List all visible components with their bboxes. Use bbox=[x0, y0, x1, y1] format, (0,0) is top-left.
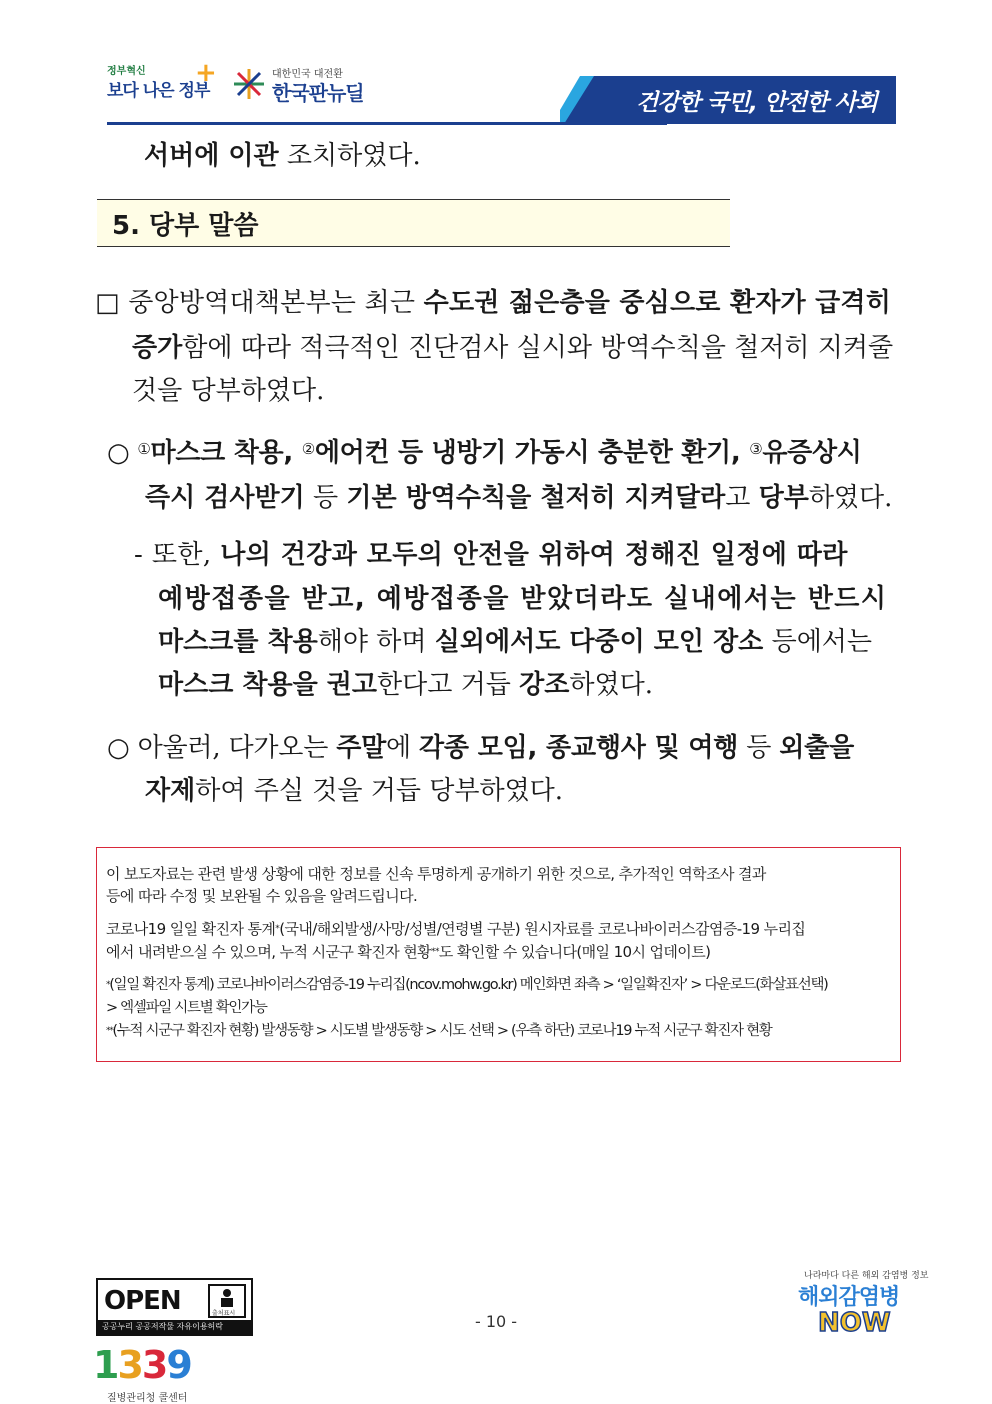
bold-text: 강조 bbox=[519, 670, 570, 700]
dash-bullet: - bbox=[134, 540, 144, 570]
notice-line-2: 등에 따라 수정 및 보완될 수 있음을 알려드립니다. bbox=[106, 887, 418, 905]
notice-line-4 bbox=[106, 942, 710, 962]
footnote-mark: ** bbox=[106, 1026, 113, 1036]
attribution-label: 출처표시 bbox=[212, 1310, 236, 1317]
logo-digit: 3 bbox=[141, 1343, 167, 1387]
logo-digit: 3 bbox=[117, 1343, 142, 1387]
open-license-caption: 공공누리 공공저작물 자유이용허락 bbox=[98, 1320, 251, 1334]
plain-text: (누적 시군구 확진자 현황) 발생동향 > 시도별 발생동향 > 시도 선택 > (우측 하단) 코로나19 누적 시군구 확진자 현황 bbox=[112, 1023, 772, 1039]
logo-now-text: NOW bbox=[818, 1308, 891, 1338]
logo-small-text: 나라마다 다른 해외 감염병 정보 bbox=[804, 1271, 929, 1281]
bold-text: 수도권 젊은층을 중심으로 환자가 급격히 bbox=[423, 288, 892, 318]
plain-text: 아울러, 다가오는 bbox=[137, 733, 337, 763]
paragraph-4-line-2 bbox=[145, 774, 563, 808]
plain-text: 하였다. bbox=[569, 670, 654, 700]
korean-new-deal-logo bbox=[232, 65, 362, 110]
plain-text: 조치하였다. bbox=[278, 141, 421, 171]
paragraph-1-line-1 bbox=[95, 286, 891, 320]
plain-text: 해야 하며 bbox=[317, 627, 435, 657]
plain-text: 코로나19 일일 확진자 통계 bbox=[106, 920, 276, 938]
paragraph-2-line-1 bbox=[107, 436, 862, 470]
page-number: - 10 - bbox=[474, 1312, 518, 1331]
star-burst-icon bbox=[232, 67, 266, 101]
plain-text: 함에 따라 적극적인 진단검사 실시와 방역수칙을 철저히 지켜줄 bbox=[182, 333, 894, 363]
bold-text: 외출을 bbox=[779, 733, 854, 763]
circle-bullet: ○ bbox=[107, 733, 130, 763]
plain-text: 중앙방역대책본부는 최근 bbox=[128, 288, 424, 318]
logo-main-text: 해외감염병 bbox=[798, 1285, 900, 1310]
bold-text: 실외에서도 다중이 모인 장소 bbox=[434, 627, 764, 657]
circle-bullet: ○ bbox=[107, 438, 130, 468]
notice-line-7 bbox=[106, 1021, 772, 1041]
paragraph-3-line-4 bbox=[158, 668, 653, 702]
logo-big-text: 보다 나은 정부 bbox=[107, 81, 210, 101]
logo-caption: 질병관리청 콜센터 bbox=[107, 1393, 188, 1404]
bold-text: 증가 bbox=[132, 333, 183, 363]
bold-text: 즉시 검사받기 bbox=[145, 483, 305, 513]
square-bullet: □ bbox=[95, 288, 120, 318]
paragraph-3-line-3 bbox=[158, 625, 872, 659]
bold-text: 각종 모임, 종교행사 및 여행 bbox=[419, 733, 739, 763]
paragraph-2-line-2 bbox=[145, 481, 892, 515]
footnote-mark: * bbox=[106, 980, 110, 990]
paragraph-4-line-1 bbox=[107, 731, 854, 765]
slogan-text: 건강한 국민, 안전한 사회 bbox=[636, 90, 877, 116]
plain-text: 에서 내려받으실 수 있으며, 누적 시군구 확진자 현황 bbox=[106, 943, 432, 961]
overseas-infectious-disease-now-logo bbox=[790, 1268, 929, 1348]
plain-text: 에 bbox=[386, 733, 420, 763]
plain-text: (일일 확진자 통계) 코로나바이러스감염증-19 누리집(ncov.mohw.go.kr) 메인화면 좌측 > ‘일일확진자’ > 다운로드(화살표선택) bbox=[109, 977, 828, 993]
plain-text: 등에서는 bbox=[763, 627, 873, 657]
plain-text: 등 bbox=[738, 733, 780, 763]
bold-text: 마스크를 착용 bbox=[158, 627, 318, 657]
notice-line-6: > 엑셀파일 시트별 확인가능 bbox=[106, 1000, 267, 1016]
logo-number bbox=[93, 1343, 191, 1387]
paragraph-3-line-1 bbox=[134, 538, 848, 572]
paragraph-1-line-3: 것을 당부하였다. bbox=[132, 376, 325, 406]
open-text: OPEN bbox=[104, 1286, 181, 1316]
logo-big-text: 한국판뉴딜 bbox=[272, 81, 364, 105]
logo-small-text: 대한민국 대전환 bbox=[272, 69, 343, 80]
kdca-1339-call-center-logo bbox=[93, 1343, 203, 1403]
bold-text: 서버에 이관 bbox=[144, 141, 279, 171]
footnote-mark: * bbox=[275, 924, 280, 934]
marker-3: ③ bbox=[749, 440, 763, 458]
plain-text: 등 bbox=[304, 483, 347, 513]
plain-text: 도 확인할 수 있습니다(매일 10시 업데이트) bbox=[438, 943, 711, 961]
notice-line-1: 이 보도자료는 관련 발생 상황에 대한 정보를 신속 투명하게 공개하기 위한 것으로, 추가적인 역학조사 결과 bbox=[106, 865, 766, 883]
bold-text: 유증상시 bbox=[762, 438, 862, 468]
bold-text: 당부 bbox=[758, 483, 809, 513]
plain-text: 또한, bbox=[151, 540, 221, 570]
bold-text: 주말 bbox=[336, 733, 387, 763]
section-title: 5. 당부 말씀 bbox=[112, 211, 259, 241]
plain-text: 하여 주실 것을 거듭 당부하였다. bbox=[195, 776, 564, 806]
plain-text: (국내/해외발생/사망/성별/연령별 구분) 원시자료를 코로나바이러스감염증-19 누리집 bbox=[279, 920, 806, 938]
logo-digit: 9 bbox=[166, 1343, 191, 1387]
government-innovation-logo bbox=[107, 58, 217, 112]
bold-text: 마스크 착용을 권고 bbox=[158, 670, 378, 700]
footnote-mark: ** bbox=[431, 947, 439, 957]
plain-text: 고 bbox=[725, 483, 759, 513]
logo-small-text: 정부혁신 bbox=[107, 66, 146, 77]
bold-text: 마스크 착용, bbox=[150, 438, 302, 468]
plus-icon: + bbox=[195, 58, 217, 88]
bold-text: 나의 건강과 모두의 안전을 위하여 정해진 일정에 따라 bbox=[220, 540, 848, 570]
bold-text: 에어컨 등 냉방기 가동시 충분한 환기, bbox=[314, 438, 750, 468]
marker-1: ① bbox=[137, 440, 151, 458]
notice-line-5 bbox=[106, 975, 828, 995]
logo-digit: 1 bbox=[93, 1343, 118, 1387]
plain-text: 한다고 거듭 bbox=[377, 670, 520, 700]
bold-text: 기본 방역수칙을 철저히 지켜달라 bbox=[346, 483, 726, 513]
marker-2: ② bbox=[301, 440, 315, 458]
bold-text: 자제 bbox=[145, 776, 196, 806]
person-icon bbox=[210, 1286, 244, 1308]
paragraph-1-line-2 bbox=[132, 331, 893, 365]
continued-text-line bbox=[144, 139, 421, 173]
paragraph-3-line-2: 예방접종을 받고, 예방접종을 받았더라도 실내에서는 반드시 bbox=[158, 584, 888, 614]
page-header bbox=[0, 0, 992, 130]
plain-text: 하였다. bbox=[808, 483, 893, 513]
header-divider bbox=[107, 122, 667, 125]
notice-line-3 bbox=[106, 919, 805, 939]
